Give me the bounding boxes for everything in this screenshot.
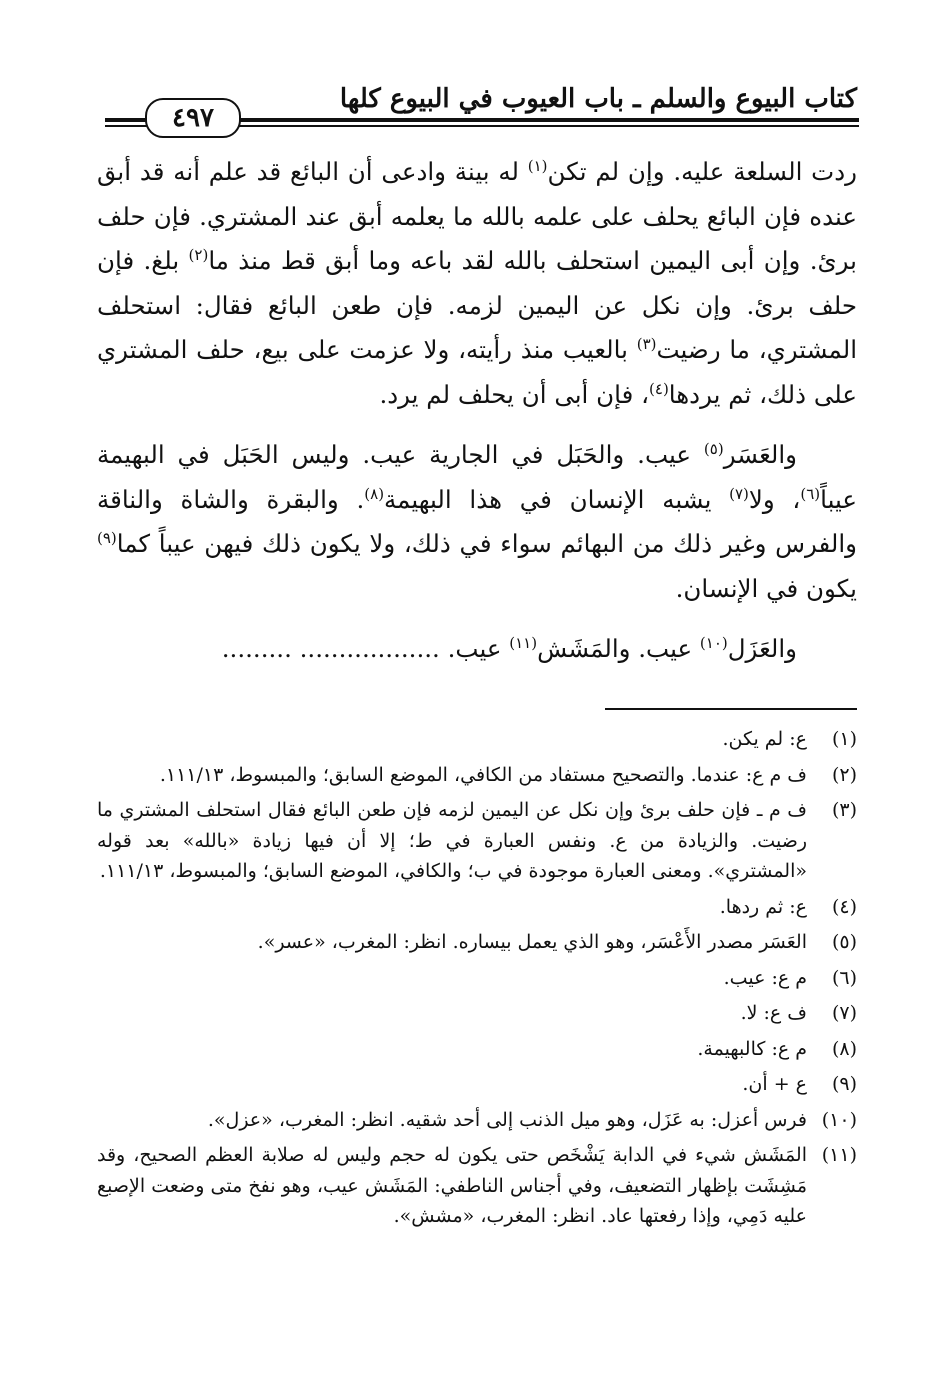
footnote-item [97,927,857,958]
footnote-number: (١١) [821,1144,857,1166]
footnote-text: م ع: عيب. [723,966,807,989]
footnote-item [97,1034,857,1065]
text-run: ردت السلعة عليه. وإن لم تكن [547,157,857,186]
footnote-text: ع + أن. [742,1073,807,1095]
text-run: عيب. [439,634,510,663]
main-text [97,150,857,672]
footnote-item [97,760,857,791]
footnote-text: ف م ع: عندما. والتصحيح مستفاد من الكافي، الموضع السابق؛ والمبسوط، ١١١/١٣. [159,763,807,786]
footnote-text: فرس أعزل: به عَزَل، وهو ميل الذنب إلى أحد شقيه. انظر: المغرب، «عزل». [207,1108,807,1131]
text-run: بالعيب منذ رأيته، ولا عزمت على بيع، حلف المشتري على ذلك، ثم يردها [97,335,857,409]
footnote-item [97,892,857,923]
paragraph [97,150,857,417]
text-run: والعَزَل [727,634,797,663]
page-number: ٤٩٧ [172,103,214,133]
footnote-text: المَشَش شيء في الدابة يَشْخَص حتى يكون له حجم وليس له صلابة العظم الصحيح، وقد مَشِشَت بإظهار التضعيف، وفي أجناس الناطفي: المَشَش عيب، وهو نفخ متى وضعت الإصبع عليه دَمِي، وإذا رفعتها عاد. انظر: المغرب، «مشش». [97,1144,807,1227]
footnote-item [97,998,857,1029]
text-run: والعَسَر [723,440,797,469]
footnote-number: (٣) [831,799,857,821]
text-run: . والبقرة والشاة والناقة والفرس وغير ذلك من البهائم سواء في ذلك، ولا يكون ذلك فيهن عيباً كما [97,484,857,558]
paragraph [97,433,857,611]
text-run: بلغ. فإن حلف برئ. وإن نكل عن اليمين لزمه. فإن طعن البائع فقال: استحلف المشتري، ما رضيت [97,246,857,364]
footnote-number: (٩) [831,1073,857,1095]
footnote-text: ف م ـ فإن حلف برئ وإن نكل عن اليمين لزمه فإن طعن البائع فقال استحلف المشتري ما رضيت. والزيادة من ع. ونفس العبارة في ط؛ إلا أن فيها زيادة «بالله» بعد قوله «المشتري». ومعنى العبارة موجودة في ب؛ والكافي، الموضع السابق؛ والمبسوط، ١١١/١٣. [97,799,807,882]
footnote-item [97,1105,857,1136]
footnote-item [97,1140,857,1232]
page-number-badge [145,98,241,138]
footnote-number: (١٠) [821,1108,857,1131]
footnote-reference: (٥) [703,439,724,458]
footnote-number: (٥) [831,931,857,953]
footnote-number: (٧) [831,1002,857,1024]
footnote-reference: (٨) [364,484,385,503]
footnote-reference: (٤) [649,379,669,398]
footnote-reference: (٩) [97,528,117,547]
footnote-item [97,1069,857,1100]
text-run: عيب. والمَشَش [537,634,700,663]
text-run: يشبه الإنسان في هذا البهيمة [384,484,730,514]
footnote-number: (١) [831,728,857,750]
footnote-reference: (١٠) [699,633,728,652]
footnote-reference: (٣) [636,334,657,353]
running-head-title: كتاب البيوع والسلم ـ باب العيوب في البيوع كلها [339,84,857,114]
footnote-separator [605,708,857,710]
footnote-number: (٨) [831,1037,857,1060]
footnote-reference: (١١) [509,633,538,652]
header-rule [105,103,859,133]
footnote-text: العَسَر مصدر الأَعْسَر، وهو الذي يعمل بيساره. انظر: المغرب، «عسر». [257,931,807,953]
text-run: عيب. والحَبَل في الجارية عيب. وليس الحَبَل في البهيمة عيباً [97,440,857,514]
footnote-reference: (١) [527,156,548,175]
footnote-text: ع: ثم ردها. [719,895,807,918]
text-run: ، فإن أبى أن يحلف لم يرد. [379,379,650,409]
footnote-item [97,724,857,755]
footnote-reference: (٢) [188,245,209,264]
footnote-reference: (٦) [800,484,821,503]
footnote-number: (٤) [831,895,857,918]
text-run: له بينة وادعى أن البائع قد علم أنه قد أبق عنده فإن البائع يحلف على علمه بالله ما يعلمه أبق عند المشتري. فإن حلف برئ. وإن أبى اليمين استحلف بالله لقد باعه وما أبق قط منذ ما [97,157,858,275]
footnote-number: (٢) [831,763,857,786]
footnote-item [97,795,857,887]
text-run: يكون في الإنسان. [675,573,857,603]
footnote-text: م ع: كالبهيمة. [697,1037,807,1060]
footnote-item [97,963,857,994]
text-run: ، ولا [748,484,801,514]
footnotes [97,724,857,1237]
footnote-text: ف ع: لا. [740,1002,807,1024]
ellipsis-dots: .................. ......... [221,634,440,663]
footnote-reference: (٧) [729,484,749,503]
footnote-number: (٦) [831,966,857,989]
paragraph [97,627,857,672]
footnote-text: ع: لم يكن. [722,728,807,750]
